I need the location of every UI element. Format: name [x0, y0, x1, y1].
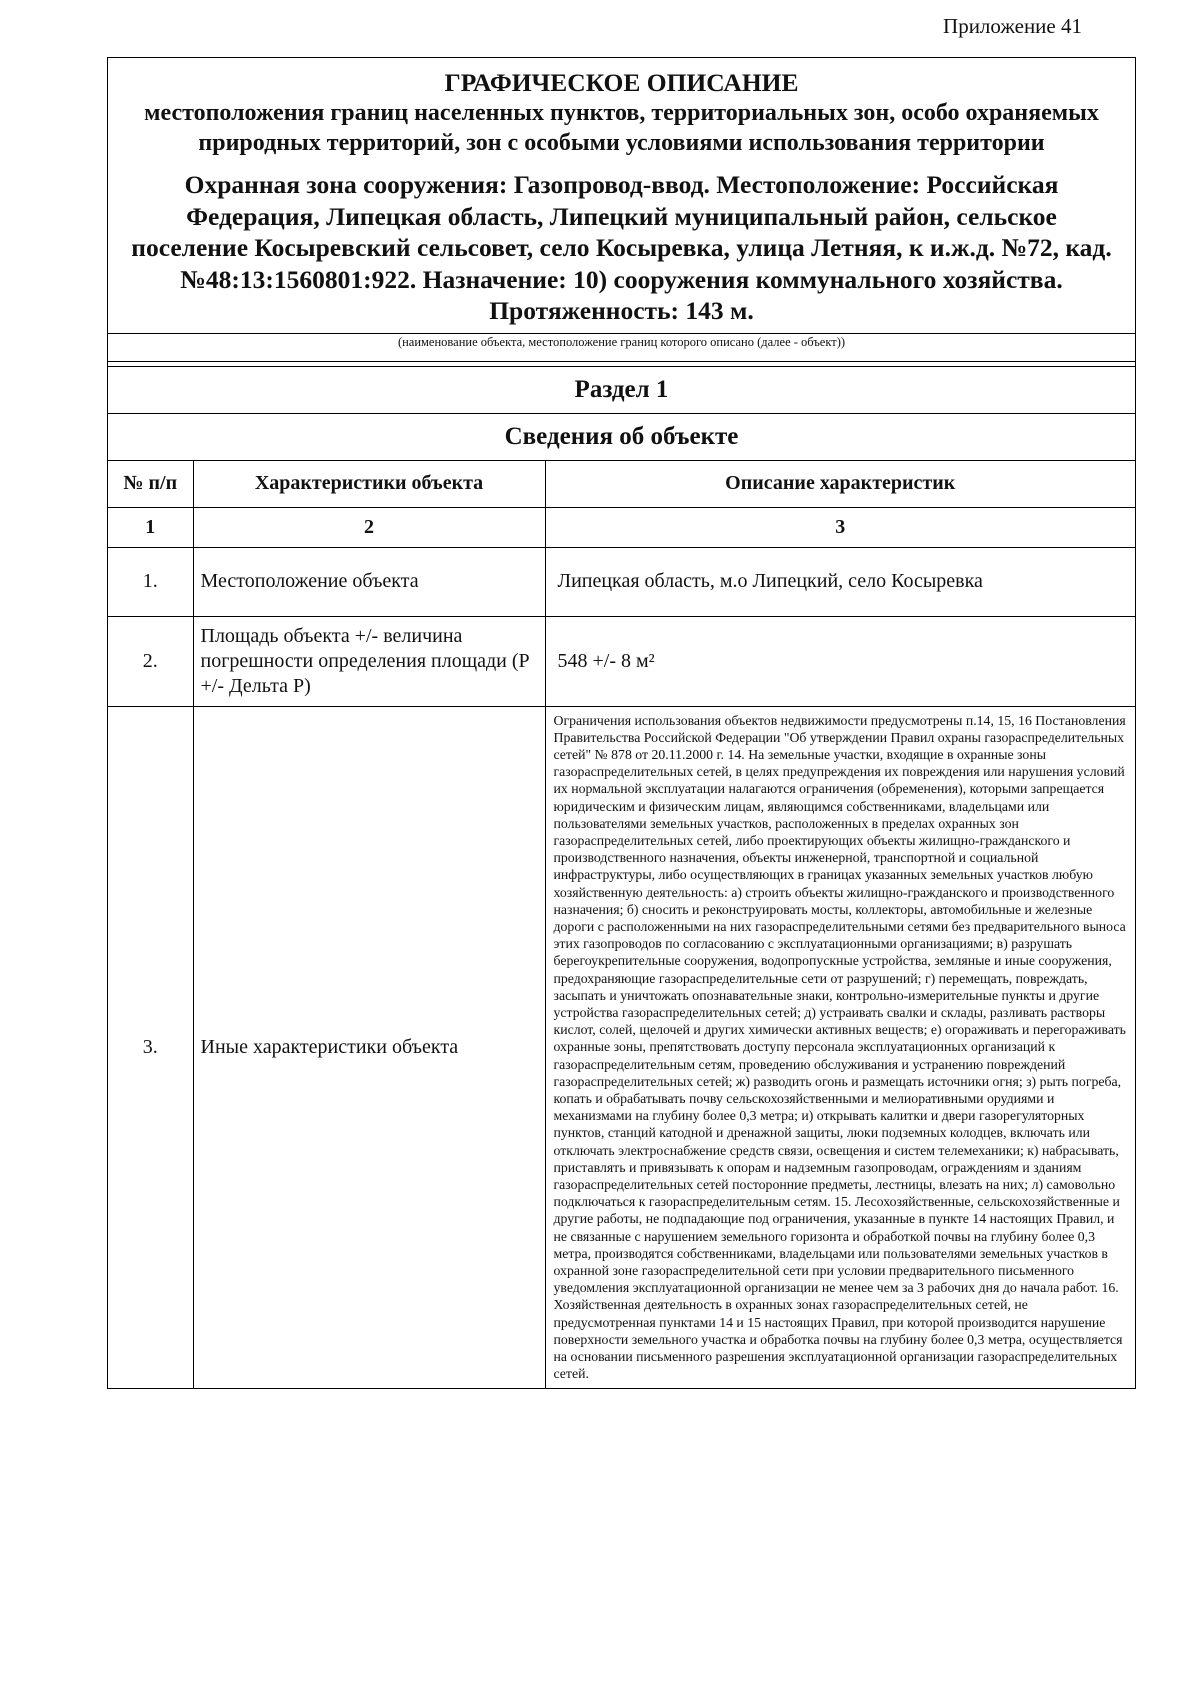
table-row — [108, 616, 1135, 706]
section-heading: Сведения об объекте — [108, 413, 1135, 460]
column-number: 1 — [108, 507, 193, 547]
row-number: 3. — [108, 706, 193, 1388]
row-characteristic: Площадь объекта +/- величина погрешности определения площади (Р +/- Дельта Р) — [193, 616, 545, 706]
header-number: № п/п — [108, 460, 193, 507]
section-title: Раздел 1 — [108, 366, 1135, 413]
row-number: 1. — [108, 547, 193, 616]
object-name: Охранная зона сооружения: Газопровод-ввод. Местоположение: Российская Федерация, Липецкая область, Липецкий муниципальный район, сельское поселение Косыревский сельсовет, село Косыревка, улица Летняя, к и.ж.д. №72, кад. №48:13:1560801:922. Назначение: 10) сооружения коммунального хозяйства. Протяженность: 143 м. — [131, 170, 1112, 325]
title-block — [108, 58, 1135, 333]
object-info-table — [108, 460, 1135, 1389]
header-characteristic: Характеристики объекта — [193, 460, 545, 507]
table-row — [108, 706, 1135, 1388]
appendix-label: Приложение 41 — [943, 14, 1082, 38]
column-number: 3 — [545, 507, 1135, 547]
table-column-numbers-row — [108, 507, 1135, 547]
header-description: Описание характеристик — [545, 460, 1135, 507]
row-characteristic: Местоположение объекта — [193, 547, 545, 616]
document-frame — [107, 57, 1136, 1389]
row-description: Ограничения использования объектов недвижимости предусмотрены п.14, 15, 16 Постановления Правительства Российской Федерации "Об утверждении Правил охраны газораспределительных сетей" № 878 от 20.11.2000 г. 14. На земельные участки, входящие в охранные зоны газораспределительных сетей, в целях предупреждения их повреждения или нарушения условий их нормальной эксплуатации налагаются ограничения (обременения), которыми запрещается юридическим и физическим лицам, являющимся собственниками, владельцами или пользователями земельных участков, расположенных в пределах охранных зон газораспределительных сетей, либо проектирующих объекты жилищно-гражданского и производственного назначения, объекты инженерной, транспортной и социальной инфраструктуры, либо осуществляющих в границах указанных земельных участков любую хозяйственную деятельность: а) строить объекты жилищно-гражданского и производственного назначения; б) сносить и реконструировать мосты, коллекторы, автомобильные и железные дороги с расположенными на них газораспределительными сетями без предварительного выноса этих газопроводов по согласованию с эксплуатационными организациями; в) разрушать берегоукрепительные сооружения, водопропускные устройства, земляные и иные сооружения, предохраняющие газораспределительные сети от разрушений; г) перемещать, повреждать, засыпать и уничтожать опознавательные знаки, контрольно-измерительные пункты и другие устройства газораспределительных сетей; д) устраивать свалки и склады, разливать растворы кислот, солей, щелочей и других химически активных веществ; е) огораживать и перегораживать охранные зоны, препятствовать доступу персонала эксплуатационных организаций к газораспределительным сетям, проведению обслуживания и устранению повреждений газораспределительных сетей; ж) разводить огонь и размещать источники огня; з) рыть погреба, копать и обрабатывать почву сельскохозяйственными и мелиоративными орудиями и механизмами на глубину более 0,3 метра; и) открывать калитки и двери газорегуляторных пунктов, станций катодной и дренажной защиты, люки подземных колодцев, включать или отключать электроснабжение средств связи, освещения и систем телемеханики; к) набрасывать, приставлять и привязывать к опорам и надземным газопроводам, ограждениям и зданиям газораспределительных сетей посторонние предметы, лестницы, влезать на них; л) самовольно подключаться к газораспределительным сетям. 15. Лесохозяйственные, сельскохозяйственные и другие работы, не подпадающие под ограничения, указанные в пункте 14 настоящих Правил, и не связанные с нарушением земельного горизонта и обработкой почвы на глубину более 0,3 метра, производятся собственниками, владельцами или пользователями земельных участков в охранной зоне газораспределительной сети при условии предварительного письменного уведомления эксплуатационной организации не менее чем за 3 рабочих дня до начала работ. 16. Хозяйственная деятельность в охранных зонах газораспределительных сетей, не предусмотренная пунктами 14 и 15 настоящих Правил, при которой производится нарушение поверхности земельного участка и обработка почвы на глубину более 0,3 метра, осуществляется на основании письменного разрешения эксплуатационной организации газораспределительных сетей. — [545, 706, 1135, 1388]
row-description: 548 +/- 8 м² — [545, 616, 1135, 706]
row-characteristic: Иные характеристики объекта — [193, 706, 545, 1388]
table-header-row — [108, 460, 1135, 507]
row-number: 2. — [108, 616, 193, 706]
table-row — [108, 547, 1135, 616]
document-title: ГРАФИЧЕСКОЕ ОПИСАНИЕ — [444, 68, 799, 97]
row-description: Липецкая область, м.о Липецкий, село Косыревка — [545, 547, 1135, 616]
column-number: 2 — [193, 507, 545, 547]
object-caption: (наименование объекта, местоположение границ которого описано (далее - объект)) — [108, 333, 1135, 361]
document-subtitle: местоположения границ населенных пунктов, территориальных зон, особо охраняемых природных территорий, зон с особыми условиями использования территории — [144, 100, 1099, 156]
